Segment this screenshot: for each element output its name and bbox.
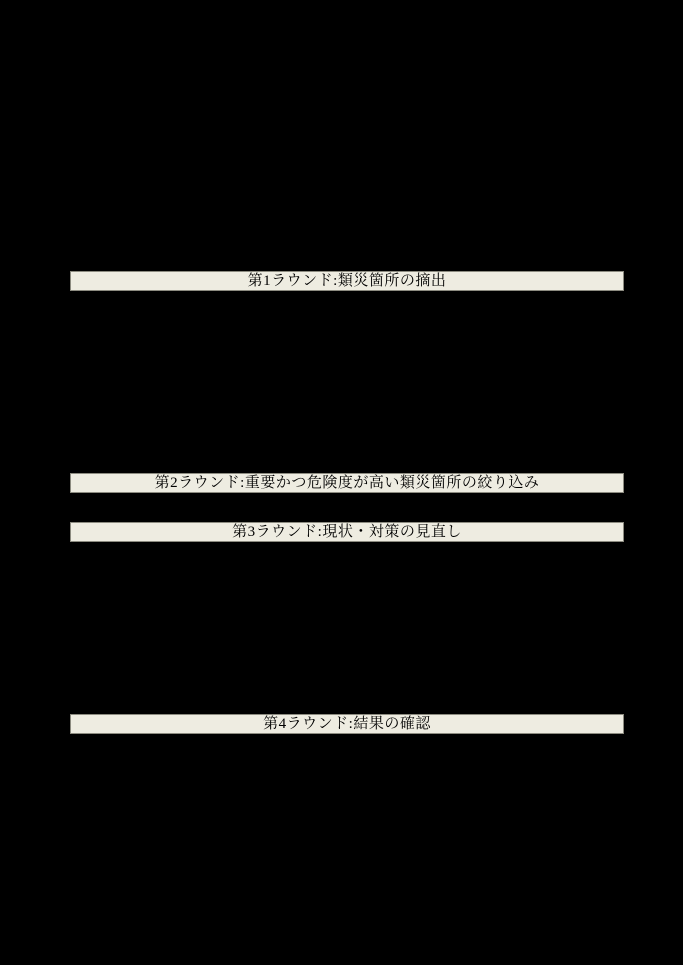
round-1-banner: 第1ラウンド:類災箇所の摘出 [70,271,624,291]
round-3-banner: 第3ラウンド:現状・対策の見直し [70,522,624,542]
round-2-banner: 第2ラウンド:重要かつ危険度が高い類災箇所の絞り込み [70,473,624,493]
round-4-banner: 第4ラウンド:結果の確認 [70,714,624,734]
